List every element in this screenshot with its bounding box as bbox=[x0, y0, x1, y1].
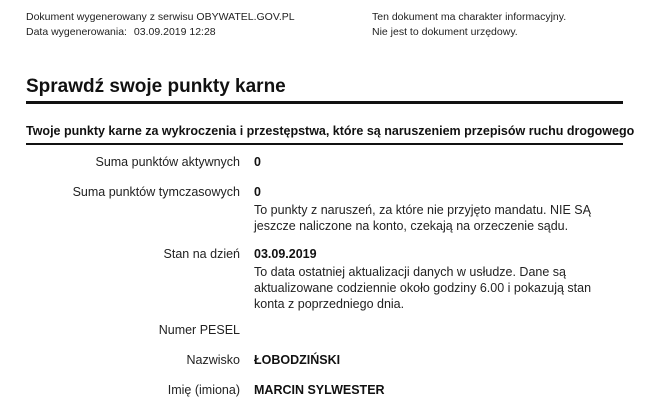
document-header-left bbox=[26, 10, 295, 40]
source-line: Dokument wygenerowany z serwisu OBYWATEL.GOV.PL bbox=[26, 11, 295, 23]
active-points-label: Suma punktów aktywnych bbox=[95, 155, 240, 169]
generation-date-value: 03.09.2019 12:28 bbox=[133, 26, 216, 38]
page-title: Sprawdź swoje punkty karne bbox=[26, 76, 286, 97]
title-divider bbox=[26, 101, 623, 104]
surname-label: Nazwisko bbox=[186, 353, 240, 367]
state-date-value: 03.09.2019 bbox=[254, 247, 317, 261]
pesel-label: Numer PESEL bbox=[158, 323, 240, 337]
surname-value: ŁOBODZIŃSKI bbox=[254, 353, 341, 367]
section-title: Twoje punkty karne za wykroczenia i przestępstwa, które są naruszeniem przepisów ruchu drogowego bbox=[26, 124, 635, 138]
active-points-value: 0 bbox=[254, 155, 261, 169]
info-line-2: Nie jest to dokument urzędowy. bbox=[372, 26, 518, 38]
info-line-1: Ten dokument ma charakter informacyjny. bbox=[372, 11, 567, 23]
first-names-value: MARCIN SYLWESTER bbox=[254, 383, 385, 397]
generation-date-label: Data wygenerowania: bbox=[26, 26, 127, 38]
temporary-points-value: 0 bbox=[254, 185, 261, 199]
first-names-label: Imię (imiona) bbox=[167, 383, 240, 397]
temporary-points-label: Suma punktów tymczasowych bbox=[72, 185, 240, 199]
document-header-right bbox=[372, 10, 566, 40]
generation-date-row bbox=[26, 25, 295, 40]
section-divider bbox=[26, 143, 623, 145]
state-date-note: To data ostatniej aktualizacji danych w usłudze. Dane są aktualizowane codziennie około godziny 6.00 i pokazują stan konta z poprzedniego dnia. bbox=[254, 265, 592, 311]
temporary-points-note: To punkty z naruszeń, za które nie przyjęto mandatu. NIE SĄ jeszcze naliczone na konto, czekają na orzeczenie sądu. bbox=[254, 203, 591, 233]
state-date-label: Stan na dzień bbox=[163, 247, 240, 261]
